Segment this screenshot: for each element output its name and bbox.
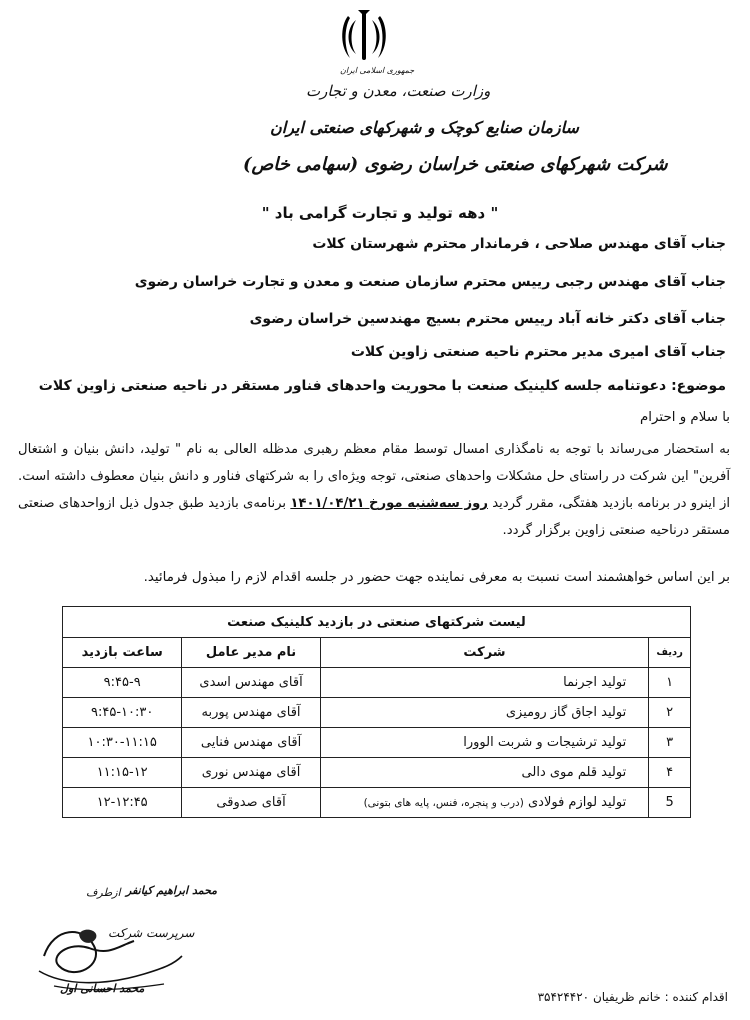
row-company <box>320 788 648 818</box>
row-index: 5 <box>649 788 691 818</box>
row-company: تولید قلم موی دالی <box>320 758 648 788</box>
row-company-detail: (درب و پنجره، فنس، پایه های بتونی) <box>363 797 524 809</box>
letterhead-company: شرکت شهرکهای صنعتی خراسان رضوی (سهامی خاص) <box>243 154 668 175</box>
action-by: اقدام کننده : خانم ظریفیان ۳۵۴۲۴۴۲۰ <box>537 990 728 1004</box>
row-time: ۹:۴۵-۱۰:۳۰ <box>63 698 182 728</box>
addressee-2: جناب آقای مهندس رجبی رییس محترم سازمان صنعت و معدن و تجارت خراسان رضوی <box>134 274 726 290</box>
table-row <box>63 728 691 758</box>
row-time: ۹:۴۵-۹ <box>63 668 182 698</box>
row-index: ۲ <box>649 698 691 728</box>
letterhead-organization: سازمان صنایع کوچک و شهرکهای صنعتی ایران <box>270 118 579 137</box>
body-text-part1: به استحضار می‌رساند با توجه به نامگذاری امسال توسط مقام معظم رهبری مدظله العالی به نام " تولید، دانش بنیان و اشتغال آفرین" این شرکت در راستای حل مشکلات واحدهای صنعتی، توجه ویژه‌ای را به شرکتهای فناور و دانش بنیان معطوف داشته است. از اینرو در برنامه بازدید هفتگی، مقرر گردید <box>18 442 730 511</box>
row-manager: آقای صدوقی <box>182 788 320 818</box>
table-row <box>63 668 691 698</box>
row-company-name: تولید لوازم فولادی <box>527 795 627 810</box>
table-caption-row <box>63 607 691 638</box>
row-manager: آقای مهندس نوری <box>182 758 320 788</box>
header-time: ساعت بازدید <box>63 638 182 668</box>
addressee-3: جناب آقای دکتر خانه آباد رییس محترم بسیج مهندسین خراسان رضوی <box>249 311 726 327</box>
signer-name: محمد ابراهیم کیانفر <box>126 884 218 897</box>
closing-line: بر این اساس خواهشمند است نسبت به معرفی نماینده جهت حضور در جلسه اقدام لازم را مبذول فرمائید. <box>143 570 730 585</box>
greeting: با سلام و احترام <box>640 410 730 425</box>
row-manager: آقای مهندس اسدی <box>182 668 320 698</box>
table-row <box>63 788 691 818</box>
slogan: " دهه تولید و تجارت گرامی باد " <box>261 204 499 222</box>
signature-from-label: ازطرف <box>86 886 121 899</box>
row-company: تولید ترشیجات و شربت الوورا <box>320 728 648 758</box>
table-row <box>63 698 691 728</box>
addressee-4: جناب آقای امیری مدیر محترم ناحیه صنعتی زاوین کلات <box>350 344 726 360</box>
signer-name-2: محمد احسانی اول <box>60 982 145 995</box>
row-company: تولید اجاق گاز رومیزی <box>320 698 648 728</box>
row-index: ۳ <box>649 728 691 758</box>
row-time: ۱۲-۱۲:۴۵ <box>63 788 182 818</box>
row-manager: آقای مهندس پوربه <box>182 698 320 728</box>
letterhead-ministry: وزارت صنعت، معدن و تجارت <box>306 82 491 100</box>
row-index: ۱ <box>649 668 691 698</box>
header-index: ردیف <box>649 638 691 668</box>
signer-title: سرپرست شرکت <box>108 926 195 940</box>
iran-emblem-icon <box>338 8 390 64</box>
visit-schedule-table <box>62 606 691 818</box>
subject-line: موضوع: دعوتنامه جلسه کلینیک صنعت با محوریت واحدهای فناور مستقر در ناحیه صنعتی زاوین کلات <box>38 378 726 394</box>
row-index: ۴ <box>649 758 691 788</box>
table-row <box>63 758 691 788</box>
table-caption: لیست شرکتهای صنعتی در بازدید کلینیک صنعت <box>63 607 691 638</box>
body-paragraph <box>18 436 730 544</box>
header-manager: نام مدیر عامل <box>182 638 320 668</box>
row-company: تولید اجرنما <box>320 668 648 698</box>
addressee-1: جناب آقای مهندس صلاحی ، فرماندار محترم شهرستان کلات <box>312 236 726 252</box>
body-text-part2: برنامه‌ی بازدید طبق جدول ذیل ازواحدهای صنعتی مستقر درناحیه صنعتی زاوین برگزار گردد. <box>18 496 730 538</box>
meeting-date: روز سه‌شنبه مورخ ۱۴۰۱/۰۴/۲۱ <box>290 496 488 511</box>
row-time: ۱۰:۳۰-۱۱:۱۵ <box>63 728 182 758</box>
row-time: ۱۱:۱۵-۱۲ <box>63 758 182 788</box>
row-manager: آقای مهندس فنایی <box>182 728 320 758</box>
table-header-row <box>63 638 691 668</box>
header-company: شرکت <box>320 638 648 668</box>
letterhead-republic: جمهوری اسلامی ایران <box>340 66 415 75</box>
